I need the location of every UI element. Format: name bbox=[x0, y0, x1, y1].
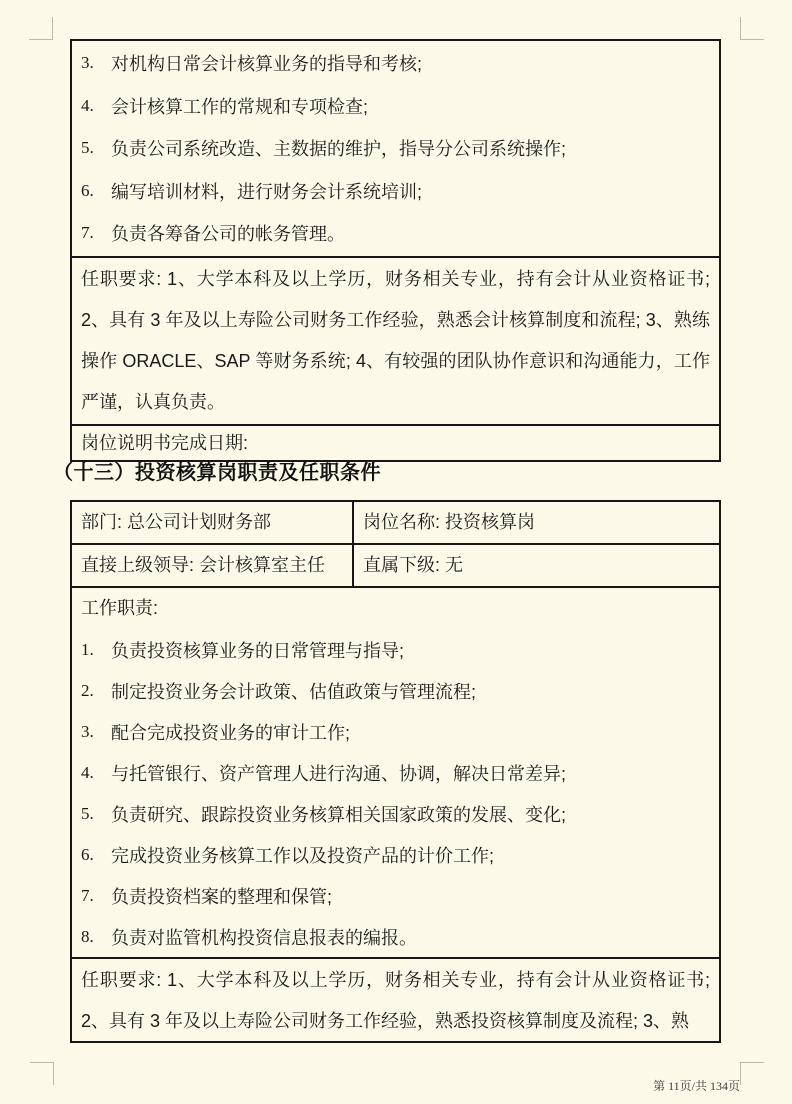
duty-item-number: 3. bbox=[81, 53, 94, 73]
duty-item-text: 负责研究、跟踪投资业务核算相关国家政策的发展、变化; bbox=[111, 804, 566, 825]
duty-item-number: 6. bbox=[81, 180, 94, 200]
duty-item-3 bbox=[81, 42, 710, 85]
requirements-text: 任职要求: 1、大学本科及以上学历，财务相关专业，持有会计从业资格证书; 2、具有 3 年及以上寿险公司财务工作经验，熟悉会计核算制度和流程; 3、熟练操作 ORACLE、SAP 等财务系统; 4、有较强的团队协作意识和沟通能力，工作严谨，认真负责。 bbox=[81, 268, 710, 412]
investment-post-table bbox=[70, 500, 721, 1043]
info-row-2 bbox=[72, 543, 719, 586]
duty-item-text: 会计核算工作的常规和专项检查; bbox=[111, 96, 368, 117]
duty-item-text: 与托管银行、资产管理人进行沟通、协调，解决日常差异; bbox=[111, 763, 566, 784]
margin-crop-mark-bottom-left bbox=[30, 1062, 54, 1085]
duty-item-number: 5. bbox=[81, 138, 94, 158]
requirements-cell-partial bbox=[72, 957, 719, 1041]
department-cell: 部门: 总公司计划财务部 bbox=[72, 502, 354, 543]
duty-item-number: 6. bbox=[81, 844, 94, 864]
duty-item-2 bbox=[81, 670, 710, 711]
duty-item-text: 负责对监管机构投资信息报表的编报。 bbox=[111, 927, 417, 948]
duty-item-5 bbox=[81, 793, 710, 834]
duty-item-text: 负责各筹备公司的帐务管理。 bbox=[111, 224, 345, 245]
margin-crop-mark-top-left bbox=[29, 17, 53, 40]
duty-item-number: 4. bbox=[81, 95, 94, 115]
duty-item-6 bbox=[81, 170, 710, 213]
duty-item-number: 2. bbox=[81, 680, 94, 700]
duty-item-5 bbox=[81, 127, 710, 170]
duty-item-4 bbox=[81, 85, 710, 128]
completion-date-cell bbox=[72, 424, 719, 460]
duty-item-text: 对机构日常会计核算业务的指导和考核; bbox=[111, 54, 422, 75]
duty-item-text: 配合完成投资业务的审计工作; bbox=[111, 722, 350, 743]
supervisor-cell: 直接上级领导: 会计核算室主任 bbox=[72, 545, 354, 586]
requirements-text-partial: 任职要求: 1、大学本科及以上学历，财务相关专业，持有会计从业资格证书; 2、具有 3 年及以上寿险公司财务工作经验，熟悉投资核算制度及流程; 3、熟 bbox=[81, 970, 710, 1031]
duty-item-6 bbox=[81, 834, 710, 875]
duty-item-number: 7. bbox=[81, 885, 94, 905]
info-row-1 bbox=[72, 502, 719, 543]
subordinate-cell: 直属下级: 无 bbox=[363, 555, 464, 575]
duties-title: 工作职责: bbox=[81, 598, 159, 618]
duty-item-number: 5. bbox=[81, 803, 94, 823]
page-number: 第 11页/共 134页 bbox=[653, 1079, 740, 1093]
duty-item-number: 8. bbox=[81, 926, 94, 946]
duty-item-7 bbox=[81, 875, 710, 916]
margin-crop-mark-top-right bbox=[740, 17, 764, 40]
duty-item-text: 负责公司系统改造、主数据的维护，指导分公司系统操作; bbox=[111, 139, 566, 160]
duty-item-text: 负责投资档案的整理和保管; bbox=[111, 886, 332, 907]
duty-item-number: 4. bbox=[81, 762, 94, 782]
duty-list-cell bbox=[72, 41, 719, 256]
duty-item-3 bbox=[81, 711, 710, 752]
position-name-cell: 岗位名称: 投资核算岗 bbox=[363, 512, 536, 532]
duty-item-text: 编写培训材料，进行财务会计系统培训; bbox=[111, 181, 422, 202]
duty-item-text: 制定投资业务会计政策、估值政策与管理流程; bbox=[111, 681, 476, 702]
duty-item-number: 1. bbox=[81, 639, 94, 659]
duty-item-8 bbox=[81, 916, 710, 957]
duty-item-1 bbox=[81, 629, 710, 670]
accounting-post-table-continued bbox=[70, 39, 721, 462]
duties-cell bbox=[72, 586, 719, 957]
completion-date-label: 岗位说明书完成日期: bbox=[81, 432, 249, 453]
duty-item-4 bbox=[81, 752, 710, 793]
duty-item-text: 完成投资业务核算工作以及投资产品的计价工作; bbox=[111, 845, 494, 866]
section-13-heading: （十三）投资核算岗职责及任职条件 bbox=[53, 462, 381, 484]
duty-item-7 bbox=[81, 212, 710, 255]
margin-crop-mark-bottom-right bbox=[740, 1062, 764, 1085]
duty-item-text: 负责投资核算业务的日常管理与指导; bbox=[111, 640, 404, 661]
requirements-cell bbox=[72, 256, 719, 424]
duty-item-number: 3. bbox=[81, 721, 94, 741]
duty-item-number: 7. bbox=[81, 223, 94, 243]
